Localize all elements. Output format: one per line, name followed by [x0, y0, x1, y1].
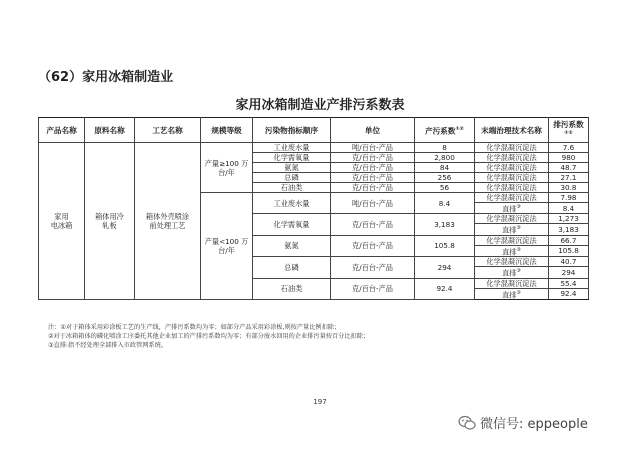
generation-coefficient-cell: 92.4 — [415, 278, 475, 299]
scale-small-cell: 产量<100 万 台/年 — [201, 193, 253, 300]
header-dis-mark: ①② — [564, 130, 573, 137]
treatment-cell — [475, 224, 549, 235]
treatment-cell — [475, 214, 549, 224]
coefficient-table — [38, 117, 589, 300]
discharge-coefficient-cell: 8.4 — [549, 203, 589, 214]
wechat-watermark — [458, 413, 588, 432]
discharge-coefficient-cell: 66.7 — [549, 235, 589, 245]
unit-cell: 克/百台-产品 — [331, 278, 415, 299]
treatment-cell: 化学混凝沉淀法 — [475, 143, 549, 153]
treatment-label: 直排 — [502, 225, 517, 235]
generation-coefficient-cell: 8.4 — [415, 193, 475, 214]
unit-cell: 克/百台-产品 — [331, 183, 415, 193]
note-1: 注：①对于箱体采用彩涂板工艺的生产线，产排污系数均为零；如部分产品采用彩涂板,则按产量比例扣除； — [48, 324, 341, 331]
treatment-label: 直排 — [502, 247, 517, 257]
treatment-label: 化学混凝沉淀法 — [486, 278, 537, 288]
treatment-footnote-mark: ③ — [516, 246, 521, 253]
generation-coefficient-cell: 8 — [415, 143, 475, 153]
pollutant-cell: 氨氮 — [253, 163, 331, 173]
generation-coefficient-cell: 2,800 — [415, 153, 475, 163]
pollutant-cell: 工业废水量 — [253, 143, 331, 153]
header-treatment: 末端治理技术名称 — [475, 118, 549, 143]
discharge-coefficient-cell: 55.4 — [549, 278, 589, 288]
header-gen-label: 产污系数 — [425, 126, 456, 136]
treatment-label: 直排 — [502, 268, 517, 278]
discharge-coefficient-cell: 980 — [549, 153, 589, 163]
treatment-label: 化学混凝沉淀法 — [486, 235, 537, 245]
discharge-coefficient-cell: 3,183 — [549, 224, 589, 235]
treatment-cell — [475, 288, 549, 299]
unit-cell: 克/百台-产品 — [331, 235, 415, 256]
generation-coefficient-cell: 56 — [415, 183, 475, 193]
header-unit: 单位 — [331, 118, 415, 143]
generation-coefficient-cell: 3,183 — [415, 214, 475, 235]
wechat-icon — [458, 415, 476, 431]
pollutant-cell: 化学需氧量 — [253, 153, 331, 163]
header-discharge-coefficient — [549, 118, 589, 143]
discharge-coefficient-cell: 30.8 — [549, 183, 589, 193]
unit-cell: 克/百台-产品 — [331, 153, 415, 163]
treatment-cell: 化学混凝沉淀法 — [475, 163, 549, 173]
generation-coefficient-cell: 294 — [415, 257, 475, 278]
discharge-coefficient-cell: 27.1 — [549, 173, 589, 183]
header-pollutant: 污染物指标顺序 — [253, 118, 331, 143]
treatment-footnote-mark: ③ — [516, 225, 521, 232]
note-3: ③直排:指不经处理全部排入市政管网系统。 — [48, 342, 168, 349]
header-process: 工艺名称 — [135, 118, 201, 143]
discharge-coefficient-cell: 7.98 — [549, 193, 589, 203]
unit-cell: 克/百台-产品 — [331, 257, 415, 278]
treatment-label: 直排 — [502, 204, 517, 214]
treatment-cell — [475, 257, 549, 267]
table-body — [39, 143, 589, 300]
unit-cell: 克/百台-产品 — [331, 173, 415, 183]
pollutant-cell: 石油类 — [253, 183, 331, 193]
unit-cell: 吨/百台-产品 — [331, 143, 415, 153]
generation-coefficient-cell: 256 — [415, 173, 475, 183]
discharge-coefficient-cell: 1,273 — [549, 214, 589, 224]
unit-cell: 吨/百台-产品 — [331, 193, 415, 214]
treatment-cell — [475, 278, 549, 288]
discharge-coefficient-cell: 7.6 — [549, 143, 589, 153]
treatment-cell — [475, 203, 549, 214]
header-dis-label: 排污系数 — [553, 120, 584, 130]
discharge-coefficient-cell: 48.7 — [549, 163, 589, 173]
generation-coefficient-cell: 105.8 — [415, 235, 475, 256]
material-name-cell: 箱体用冷 轧板 — [85, 143, 135, 300]
pollutant-cell: 总磷 — [253, 173, 331, 183]
treatment-cell: 化学混凝沉淀法 — [475, 173, 549, 183]
treatment-cell — [475, 235, 549, 245]
treatment-cell — [475, 267, 549, 278]
treatment-footnote-mark: ③ — [516, 204, 521, 210]
note-2: ②对于冰箱箱体的磷化喷涂工序委托其他企业加工的产排污系数均为零；有部分废水回用的企业排污量按百分比扣除； — [48, 333, 370, 340]
header-gen-mark: ①② — [455, 125, 464, 132]
header-scale: 规模等级 — [201, 118, 253, 143]
header-material: 原料名称 — [85, 118, 135, 143]
pollutant-cell: 石油类 — [253, 278, 331, 299]
treatment-footnote-mark: ③ — [516, 289, 521, 296]
treatment-label: 化学混凝沉淀法 — [486, 193, 537, 202]
discharge-coefficient-cell: 105.8 — [549, 245, 589, 256]
treatment-label: 化学混凝沉淀法 — [486, 257, 537, 267]
unit-cell: 克/百台-产品 — [331, 163, 415, 173]
treatment-label: 化学混凝沉淀法 — [486, 214, 537, 224]
pollutant-cell: 化学需氧量 — [253, 214, 331, 235]
pollutant-cell: 氨氮 — [253, 235, 331, 256]
scale-large-cell: 产量≥100 万 台/年 — [201, 143, 253, 193]
treatment-label: 直排 — [502, 289, 517, 299]
treatment-cell: 化学混凝沉淀法 — [475, 183, 549, 193]
table-row — [39, 143, 589, 153]
page-number: 197 — [313, 398, 327, 406]
table-header-row — [39, 118, 589, 143]
unit-cell: 克/百台-产品 — [331, 214, 415, 235]
treatment-cell: 化学混凝沉淀法 — [475, 153, 549, 163]
product-name-cell: 家用 电冰箱 — [39, 143, 85, 300]
discharge-coefficient-cell: 294 — [549, 267, 589, 278]
table-notes — [48, 323, 369, 350]
treatment-cell — [475, 193, 549, 203]
treatment-footnote-mark: ③ — [516, 268, 521, 275]
discharge-coefficient-cell: 92.4 — [549, 288, 589, 299]
watermark-text: 微信号: eppeople — [480, 417, 588, 432]
section-heading: （62）家用冰箱制造业 — [38, 70, 174, 85]
pollutant-cell: 总磷 — [253, 257, 331, 278]
pollutant-cell: 工业废水量 — [253, 193, 331, 214]
table-title: 家用冰箱制造业产排污系数表 — [235, 98, 405, 113]
generation-coefficient-cell: 84 — [415, 163, 475, 173]
header-product: 产品名称 — [39, 118, 85, 143]
discharge-coefficient-cell: 40.7 — [549, 257, 589, 267]
header-generation-coefficient — [415, 118, 475, 143]
treatment-cell — [475, 245, 549, 256]
process-name-cell: 箱体外壳喷涂 前处理工艺 — [135, 143, 201, 300]
